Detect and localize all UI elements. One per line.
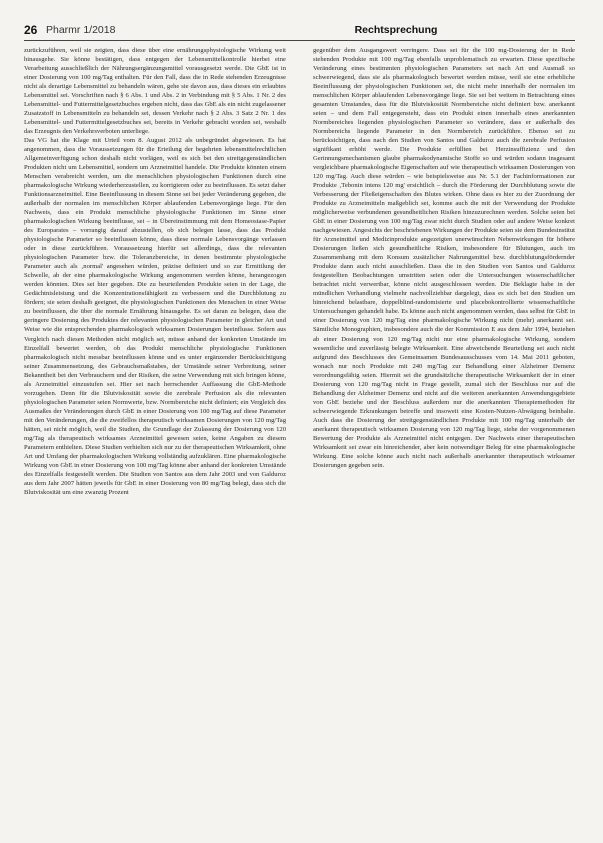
page-number: 26 [24,23,38,37]
header-rule [24,40,575,41]
paragraph: zurückzuführen, weil sie zeigten, dass diese über eine ernährungsphysiologische Wirkung weit hinausgehe. Sie könne bestätigen, dass entgegen der Lebensmittelkontrolle hierbei eine Verarbeitung ausschließlich der Nährungsergänzungsmittel vorausgesetzt werde. Die GbE ist in einer Dosierung von 100 mg/Tag enthalten. Für den Fall, dass die in Rede stehenden Erzeugnisse nicht als derartige Lebensmittel zu behandeln wären, gehe sie davon aus, dass dieses ein erlaubtes Lebensmittel sei. Vorschriften nach § 6 Abs. 1 und Abs. 2 in Verbindung mit § 5 Abs. 1 Nr. 2 des Lebensmittel- und Futtermittelgesetzbuches ergeben nicht, dass das GbE als ein nicht zugelassener Zusatzstoff in Lebensmitteln zu behandeln sei, dessen Verkehr nach § 2 Abs. 3 Satz 2 Nr. 1 des Lebensmittel- und Futtermittelgesetzbuches sei, bereits in Verkehr gebracht worden sei, weshalb das Erzeugnis den Verkehrsverboten unterliege. [24,47,286,136]
left-column [24,46,286,824]
page-header [24,22,575,40]
journal-name: Pharmr 1/2018 [46,24,116,36]
right-column [313,46,575,824]
section-title: Rechtsprechung [354,24,438,36]
paragraph: Das VG hat die Klage mit Urteil vom 8. August 2012 als unbegründet abgewiesen. Es hat angenommen, dass die Voraussetzungen für die Erteilung der begehrten lebensmittelrechtlichen Allgemeinverfügung schon deshalb nicht vorlägen, weil es sich bei den streitgegenständlichen Produkten nicht um Lebensmittel, sondern um Arzneimittel handele. Die Produkte könnten einem Menschen verabreicht werden, um die menschlichen physiologischen Funktionen durch eine pharmakologische Wirkung wiederherzustellen, zu korrigieren oder zu beeinflussen. Es setzt daher Funktionsarzneimittel. Eine Beeinflussung in diesem Sinne sei bei jeder Veränderung gegeben, die außerhalb der normalen im menschlichen Körper ablaufenden Lebensvorgänge liege. Für den Nachweis, dass ein Produkt menschliche physiologische Funktionen im Sinne einer pharmakologischen Wirkung beeinflusse, sei – in Übereinstimmung mit dem Homeostase-Papier des Europarates – vorrangig darauf abzustellen, ob sich belegen lasse, dass das Produkt physiologische Parameter so beeinflussen könne, dass diese normale Lebensvorgänge verlassen oder in diese zurückführen. Voraussetzung hierfür sei allerdings, dass die relevanten physiologischen Parameter bzw. die Toleranzbereiche, in denen bestimmte physiologische Parameter auch als ‚normal' angesehen würden, präzise definiert und so zur Ermittlung der Schwelle, ab der eine pharmakologische Wirkung angenommen werden könne, herangezogen werden könnten. Dies sei hier gegeben. Die zu beurteilenden Produkte seien in der Lage, die Gedächtnisleistung und die Konzentrationsfähigkeit zu verbessern und die Durchblutung zu fördern; sie seien deshalb geeignet, die physiologischen Funktionen des Menschen in einer Weise zu beeinflussen, die über die normale Ernährung hinausgehe. Es sei daran zu belegen, dass die geringere Dosierung des Produktes der relevanten physiologischen Parameter in gleicher Art und Weise wie die entsprechenden pharmakologisch wirksamen Dosierungen beeinflusse. Sofern aus Vergleich nach diesen Methoden nicht möglich sei, müsse anhand der konkreten Umstände im Einzelfall bewertet werden, ob das Produkt menschliche physiologische Funktionen pharmakologisch nicht messbar beeinflussen könne und es unter ergänzender Berücksichtigung seiner Zusammensetzung, des Gebrauchsmaßstabes, der Umstände seiner Verbreitung, seiner Bekanntheit bei den Verbrauchern und der Risiken, die seine Verwendung mit sich bringen könne, als Arzneimittel einzustufen sei. Hier sei nach herrschender Auffassung die GbE-Methode vorzugehen. Denn für die Blutviskosität sowie die zerebrale Perfusion als die relevanten physiologischen Parameter seien Normwerte, bzw. Normbereiche nicht definiert; ein Vergleich des Ausmaßes der Veränderungen durch GbE in einer Dosierung von 100 mg/Tag auf diese Parameter mit den Veränderungen, die die zweifellos therapeutisch wirksamen Dosierungen von 120 mg/Tag hätten, sei nicht möglich, weil die Studien, die Grundlage der Zulassung der Dosierung von 120 mg/Tag als therapeutisch wirksames Arzneimittel gewesen seien, keine Angaben zu diesem Parametern enthielten. Diese Studien verhielten sich nur zu der therapeutischen Wirksamkeit, ohne Art und Umfang der pharmakologischen Wirkung vollständig aufzuklären. Eine pharmakologische Wirkung von GbE in einer Dosierung von 100 mg/Tag könne aber anhand der konkreten Umstände des Einzelfalls festgestellt werden. Die Studien von Santos aus dem Jahr 2003 und von Galduroz aus dem Jahr 2007 hätten jeweils für GbE in einer Dosierung von 80 mg/Tag belegt, dass sich die Blutviskosität um eine zwanzig Prozent [24,137,286,496]
paragraph: gegenüber dem Ausgangswert verringere. Dass sei für die 100 mg-Dosierung der in Rede stehenden Produkte mit 100 mg/Tag ebenfalls unproblematisch zu erwarten. Diese spezifische Veränderung eines bestimmten physiologischen Parameters sei nach Art und Ausmaß so schwerwiegend, dass sie als pharmakologisch bewertet werden müsse, weil sie eine erhebliche Beeinflussung der physiologischen Funktionen sei, die nicht mehr innerhalb der normalen im menschlichen Körper ablaufenden Lebensvorgänge liege. Sie sei bei weitem in Betrachtung eines gesamten Umstandes, dass für die Blutviskosität Normbereiche nicht definiert bzw. anerkannt seien – und dem Fall entgegensteht, dass ein Produkt einen innerhalb eines anerkannten Normbereiches liegenden physiologischen Parameter so verändere, dass er außerhalb des Normbereichs liegende Parameter in den Normbereich zurückführe. Ebenso sei zu berücksichtigen, dass nach den Studien von Santos und Galduroz auch die zerebrale Perfusion signifikant erhöht werde. Die Produkte erfüllten bei Herzinsuffizienz und den Gerinnungsmechanismen glaube pharmakodynamische Stoffe so und würden sodann insgesamt vergleichbare pharmakologische Eigenschaften auf wie therapeutisch wirksamen Dosierungen von 120 mg/Tag. Auch diese würden – wie beispielsweise aus Nr. 5.1 der Fachinformationen zur Produkte ‚Tebonin intens 120 mg' ersichtlich – durch die Förderung der Durchblutung sowie die Verbesserung der Fließeigenschaften des Blutes wirken. Ohne dass es hier zu der Zuordnung der Produkte zu Arzneimitteln maßgeblich sei, komme auch die mit der Verwendung der Produkte möglicherweise verbundenen gesundheitlichen Risiken hinzuzurechnen werden. Solche seien bei GbE in einer Dosierung von 100 mg/Tag zwar nicht durch Studien oder auf andere Weise konkret nachgewiesen. Angesichts der beschriebenen Wirkungen der Produkte seien sie dem Bundesinstitut für Arzneimittel und Medizinprodukte angezeigten unerwünschten Nebenwirkungen für höhere Dosierungen ließen sich gesundheitliche Risiken, insbesondere für Blutungen, auch im Zusammenhang mit dem Konsum zusätzlicher Nahrungsmittel bzw. durchblutungsfördernder Produkte dann auch nicht ausschließen. Dass die in den Studien von Santos und Galduroz festgestellten Beobachtungen umstritten seien oder die Untersuchungen wissenschaftlicher betrachtet nicht verwertbar, könne nicht ausgeschlossen werden. Die Beklagte habe in der mündlichen Verhandlung vielmehr nachvollziehbar dargelegt, dass es sich bei den Studien um hinreichend belastbare, doppelblind-randomisierte und placebokontrollierte wissenschaftliche Untersuchungen gehandelt habe. Es könne auch nicht angenommen werden, dass selbst für GbE in einer Dosierung von 120 mg/Tag eine pharmakologische Wirkung nicht (mehr) anerkannt sei. Sämtliche Monographien, insbesondere auch die der Kommission E aus dem Jahr 1994, beziehen ab einer Dosierung von 120 mg/Tag nicht nur eine pharmakologische Wirkung, sondern wesentliche und zuverlässig belegte Wirksamkeit. Eine abweichende Beurteilung sei auch nicht aufgrund des Beschlusses des Gemeinsamen Bundesausschusses vom 14. Mai 2011 geboten, wonach nur noch Produkte mit 240 mg/Tag zur Behandlung einer Alzheimer Demenz verordnungsfähig seien. Hiermit sei die grundsätzliche therapeutische Wirksamkeit der in einer Dosierung von 120 mg/Tag nicht in Frage gestellt, zumal sich der Beschluss nur auf die Behandlung der Alzheimer Demenz und nicht auf die weiteren anerkannten Anwendungsgebiete von GbE beziehe und der Beschluss außerdem nur die anerkannten Therapiemethoden für schwerwiegende Erkrankungen betreffe und insoweit eine Kosten-Nutzen-Abwägung beinhalte. Auch dass die Dosierung der streitgegenständlichen Produkte mit 100 mg/Tag unterhalb der anerkannt therapeutisch wirksamen Dosierung von 120 mg/Tag liege, stehe der vorgenommenen Bewertung der Produkte als Arzneimittel nicht entgegen. Der Nachweis einer therapeutischen Wirksamkeit sei zwar ein hinreichender, aber kein notwendiger Beleg für eine pharmakologische Wirkung. Eine solche könne auch nicht nach außerhalb anerkannter therapeutisch wirksamer Dosierungen gegeben sein. [313,47,575,469]
